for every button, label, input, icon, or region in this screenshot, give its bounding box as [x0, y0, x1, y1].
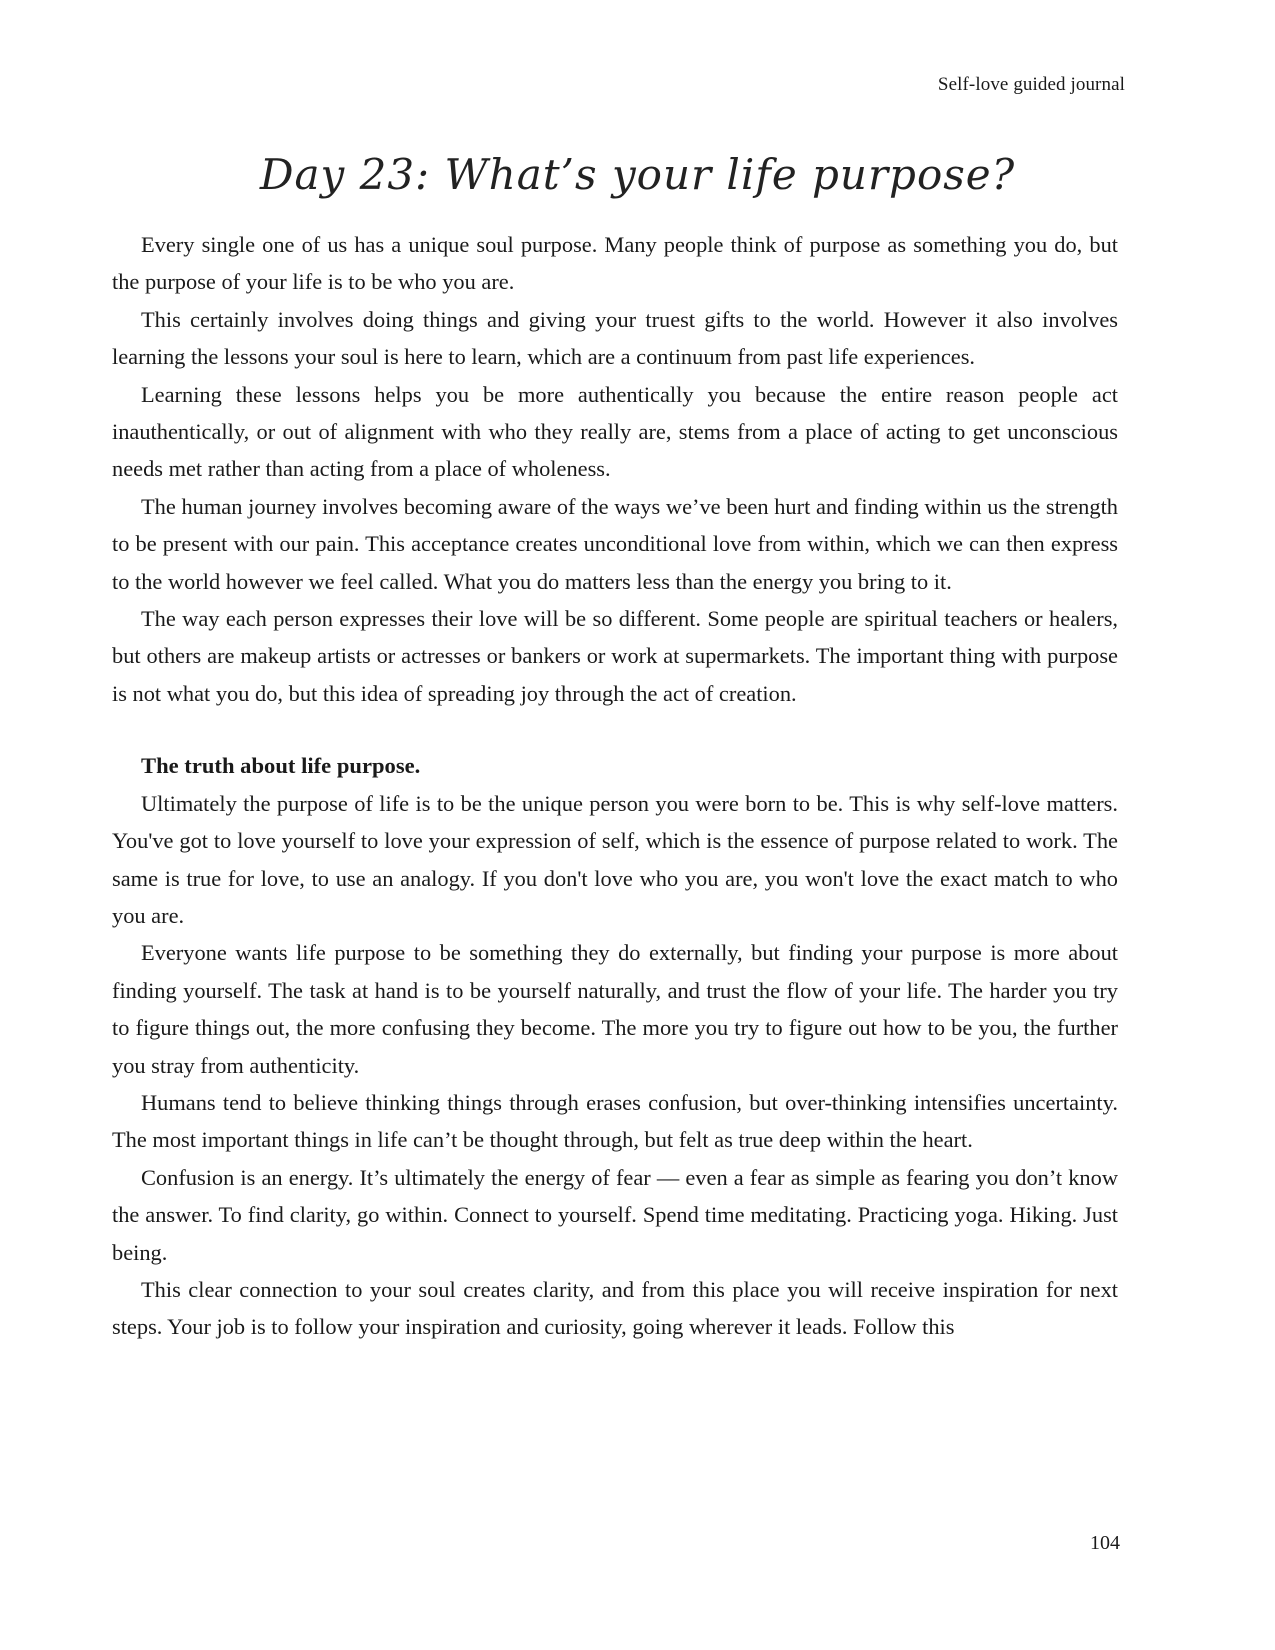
paragraph: Learning these lessons helps you be more authentically you because the entire reason people act inauthentically, or out of alignment with who they really are, stems from a place of acting to get unconscious needs met rather than acting from a place of wholeness.	[112, 381, 1118, 482]
section-heading: The truth about life purpose.	[141, 753, 421, 779]
paragraph: Every single one of us has a unique soul purpose. Many people think of purpose as something you do, but the purpose of your life is to be who you are.	[112, 232, 1118, 295]
paragraph: This clear connection to your soul creates clarity, and from this place you will receive inspiration for next steps. Your job is to follow your inspiration and curiosity, going wherever it leads. Follow this	[112, 1276, 1118, 1340]
paragraph: Humans tend to believe thinking things through erases confusion, but over-thinking intensifies uncertainty. The most important things in life can’t be thought through, but felt as true deep within the heart.	[112, 1089, 1118, 1153]
running-header: Self-love guided journal	[937, 74, 1125, 95]
body-text	[112, 226, 1118, 1346]
paragraph: Ultimately the purpose of life is to be the unique person you were born to be. This is why self-love matters. You've got to love yourself to love your expression of self, which is the essence of purpose related to work. The same is true for love, to use an analogy. If you don't love who you are, you won't love the exact match to who you are.	[112, 790, 1118, 928]
paragraph: Confusion is an energy. It’s ultimately the energy of fear — even a fear as simple as fearing you don’t know the answer. To find clarity, go within. Connect to yourself. Spend time meditating. Practicing yoga. Hiking. Just being.	[112, 1164, 1118, 1265]
paragraph: The way each person expresses their love will be so different. Some people are spiritual teachers or healers, but others are makeup artists or actresses or bankers or work at supermarkets. The important thing with purpose is not what you do, but this idea of spreading joy through the act of creation.	[112, 606, 1118, 706]
page-number: 104	[1090, 1532, 1120, 1554]
page-title: Day 23: What’s your life purpose?	[259, 150, 1016, 199]
paragraph: Everyone wants life purpose to be something they do externally, but finding your purpose is more about finding yourself. The task at hand is to be yourself naturally, and trust the flow of your life. The harder you try to figure things out, the more confusing they become. The more you try to figure out how to be you, the further you stray from authenticity.	[112, 940, 1118, 1078]
paragraph: This certainly involves doing things and giving your truest gifts to the world. However it also involves learning the lessons your soul is here to learn, which are a continuum from past life experiences.	[112, 306, 1118, 370]
paragraph: The human journey involves becoming aware of the ways we’ve been hurt and finding within us the strength to be present with our pain. This acceptance creates unconditional love from within, which we can then express to the world however we feel called. What you do matters less than the energy you bring to it.	[112, 493, 1118, 594]
